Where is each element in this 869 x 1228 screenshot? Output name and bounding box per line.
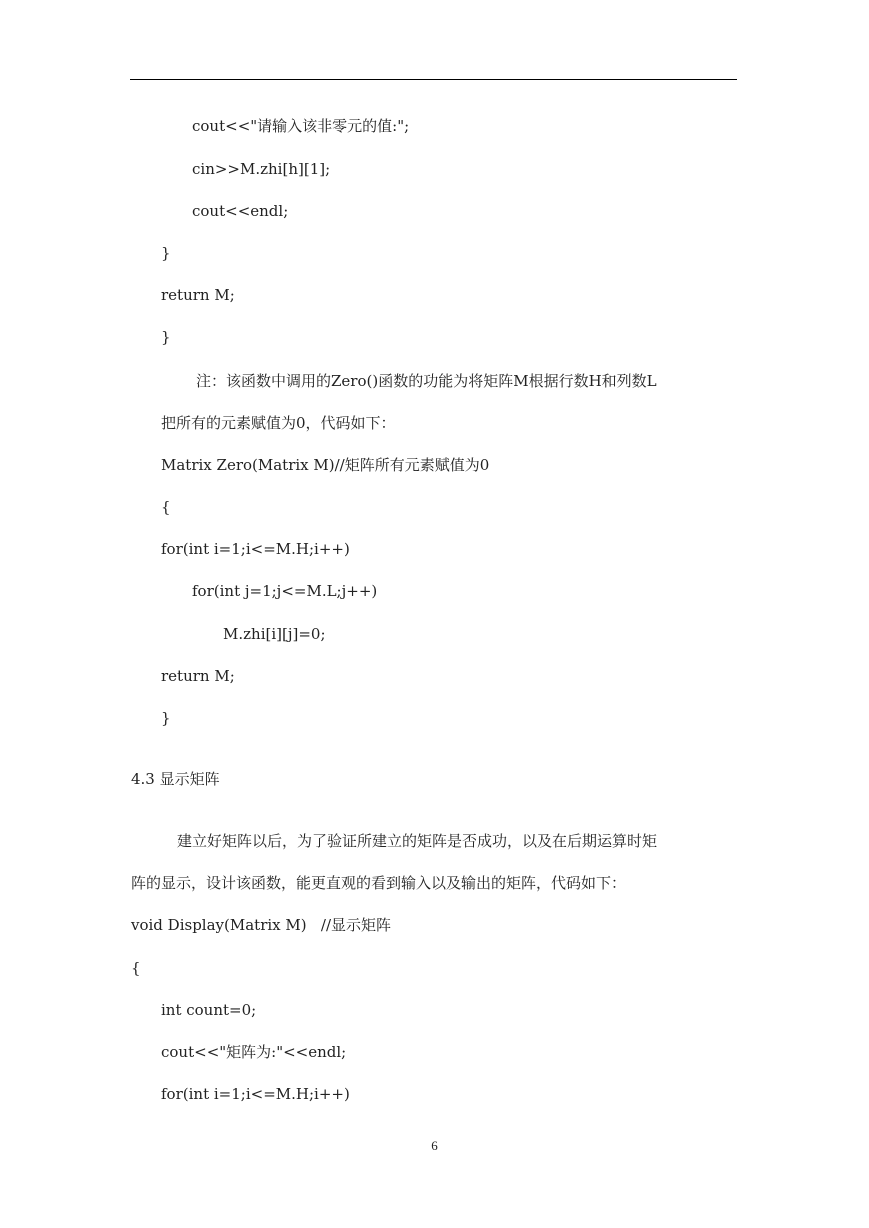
body-paragraph-line: 阵的显示，设计该函数，能更直观的看到输入以及输出的矩阵，代码如下： <box>131 874 627 892</box>
code-line: cout<<"请输入该非零元的值:"; <box>192 117 410 135</box>
code-line: for(int i=1;i<=M.H;i++) <box>161 540 350 558</box>
code-line: { <box>131 959 141 977</box>
code-line: M.zhi[i][j]=0; <box>223 625 326 643</box>
code-line: void Display(Matrix M) //显示矩阵 <box>131 916 392 934</box>
code-line: for(int j=1;j<=M.L;j++) <box>192 582 378 600</box>
code-line: cin>>M.zhi[h][1]; <box>192 160 331 178</box>
section-heading: 4.3 显示矩阵 <box>131 770 220 788</box>
code-line: { <box>161 498 171 516</box>
note-paragraph-line: 把所有的元素赋值为0，代码如下： <box>161 414 396 432</box>
code-line: cout<<endl; <box>192 202 289 220</box>
code-line: cout<<"矩阵为:"<<endl; <box>161 1043 347 1061</box>
page-number: 6 <box>431 1138 438 1153</box>
code-line: } <box>161 328 171 346</box>
code-line: Matrix Zero(Matrix M)//矩阵所有元素赋值为0 <box>161 456 490 474</box>
code-line: for(int i=1;i<=M.H;i++) <box>161 1085 350 1103</box>
code-line: } <box>161 709 171 727</box>
body-paragraph-line: 建立好矩阵以后，为了验证所建立的矩阵是否成功，以及在后期运算时矩 <box>177 832 658 850</box>
note-paragraph-line: 注：该函数中调用的Zero()函数的功能为将矩阵M根据行数H和列数L <box>196 372 657 390</box>
code-line: } <box>161 244 171 262</box>
code-line: int count=0; <box>161 1001 257 1019</box>
code-line: return M; <box>161 286 235 304</box>
header-rule <box>130 79 737 80</box>
code-line: return M; <box>161 667 235 685</box>
